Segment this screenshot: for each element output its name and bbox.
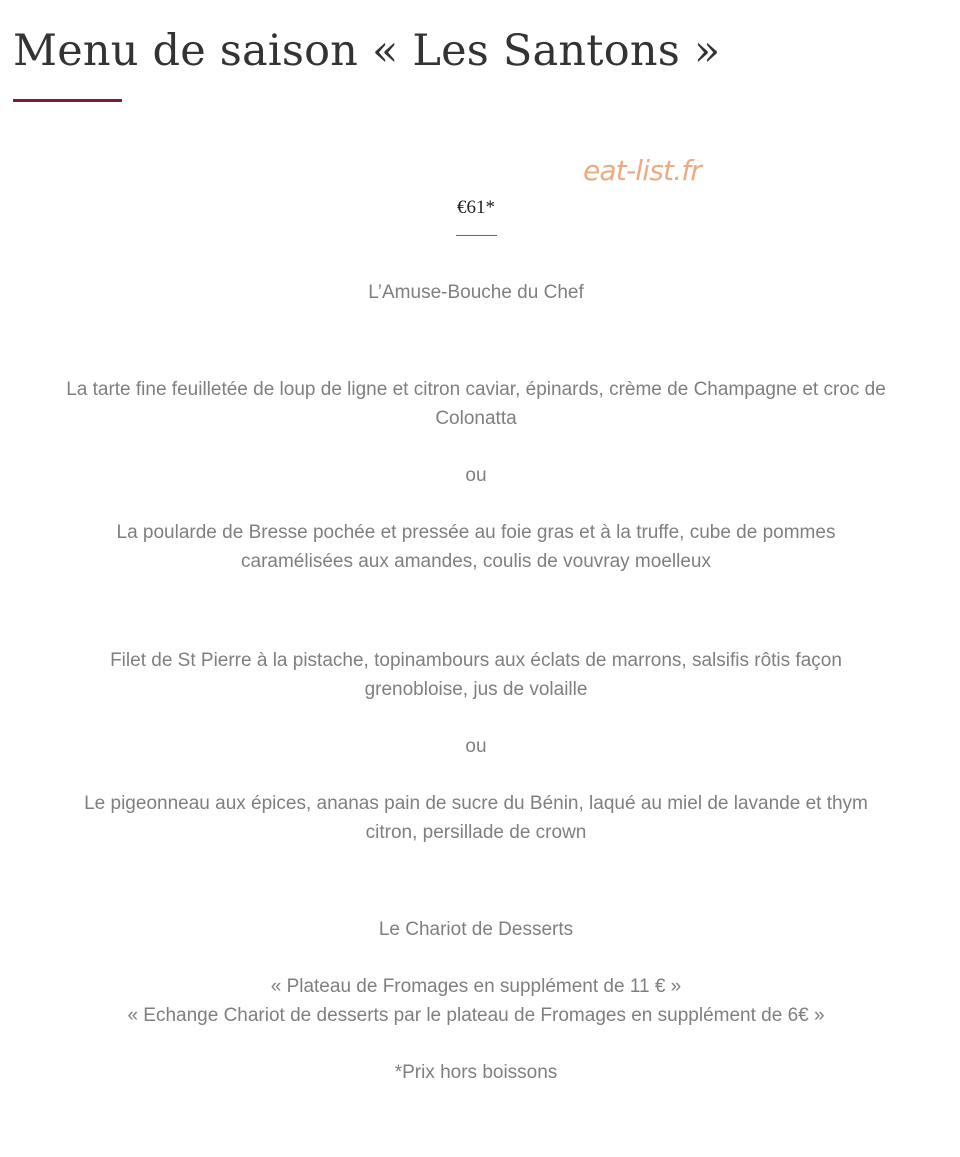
main-option-2-line-1: Le pigeonneau aux épices, ananas pain de sucre du Bénin, laqué au miel de lavande et thym [84,793,868,814]
or-separator-mains: ou [465,736,487,757]
starter-option-1-line-1: La tarte fine feuilletée de loup de ligne et citron caviar, épinards, crème de Champagne et croc de [66,379,886,400]
watermark: eat-list.fr [583,154,702,187]
dessert-course: Le Chariot de Desserts [378,919,574,940]
page-title: Menu de saison « Les Santons » [13,26,721,76]
price-divider [456,235,497,236]
main-option-1-line-1: Filet de St Pierre à la pistache, topinambours aux éclats de marrons, salsifis rôtis façon [110,650,842,671]
cheese-supplement-note: « Plateau de Fromages en supplément de 11 € » [270,976,682,997]
amuse-bouche: L’Amuse-Bouche du Chef [368,282,584,303]
main-option-2-line-2: citron, persillade de crown [365,822,587,843]
main-option-1-line-2: grenobloise, jus de volaille [364,679,588,700]
title-underline [13,99,122,102]
starter-option-2-line-1: La poularde de Bresse pochée et pressée au foie gras et à la truffe, cube de pommes [116,522,836,543]
or-separator-starters: ou [465,465,487,486]
starter-option-2-line-2: caramélisées aux amandes, coulis de vouvray moelleux [241,551,711,572]
price-footnote: *Prix hors boissons [394,1062,558,1083]
menu-price: €61* [457,197,495,218]
exchange-supplement-note: « Echange Chariot de desserts par le plateau de Fromages en supplément de 6€ » [127,1005,825,1026]
starter-option-1-line-2: Colonatta [435,408,517,429]
